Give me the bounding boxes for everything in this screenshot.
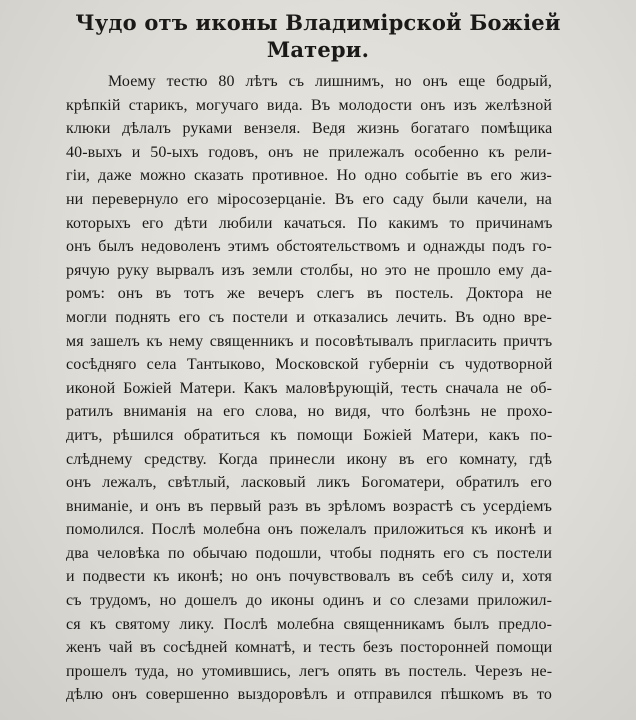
text-line: ромъ: онъ въ тотъ же вечеръ слегъ въ постель. Доктора не	[66, 285, 552, 303]
text-line: онъ былъ недоволенъ этимъ обстоятельствомъ и однажды подъ го-	[66, 238, 552, 256]
text-line: Моему тестю 80 лѣтъ съ лишнимъ, но онъ еще бодрый,	[108, 73, 552, 90]
title-line-2: Матери.	[266, 37, 370, 62]
text-line: вниманіе, и онъ въ первый разъ въ зрѣломъ возрастѣ съ усердіемъ	[66, 497, 552, 515]
text-line: крѣпкій старикъ, могучаго вида. Въ молодости онъ изъ желѣзной	[66, 96, 552, 114]
text-line: иконой Божіей Матери. Какъ маловѣрующій, тесть сначала не об-	[66, 379, 552, 397]
text-line: могли поднять его съ постели и отказались лечить. Въ одно вре-	[66, 308, 552, 326]
text-line: ся къ святому лику. Послѣ молебна священникамъ былъ предло-	[66, 615, 552, 633]
text-line: дѣлю онъ совершенно выздоровѣлъ и отправился пѣшкомъ въ то	[66, 686, 552, 704]
text-line: помолился. Послѣ молебна онъ пожелалъ приложиться къ иконѣ и	[66, 521, 552, 539]
text-line: ни перевернуло его міросозерцаніе. Въ его саду были качели, на	[66, 190, 552, 208]
text-line: слѣднему средству. Когда принесли икону въ его комнату, гдѣ	[66, 450, 552, 468]
text-line: съ трудомъ, но дошелъ до иконы одинъ и со слезами приложил-	[66, 592, 552, 610]
text-line: прошелъ туда, но утомившись, легъ опять въ постель. Черезъ не-	[66, 662, 553, 680]
text-line: два человѣка по обычаю подошли, чтобы поднять его съ постели	[66, 544, 552, 562]
page-title	[30, 9, 606, 63]
text-line: дитъ, рѣшился обратиться къ помощи Божіей Матери, какъ по-	[66, 426, 553, 444]
text-line: мя зашелъ къ нему священникъ и посовѣтывалъ пригласить причтъ	[66, 332, 553, 350]
text-line: гіи, даже можно сказать противное. Но одно событіе въ его жиз-	[66, 167, 552, 185]
text-line: клюки дѣлалъ руками вензеля. Ведя жизнь богатаго помѣщика	[66, 120, 553, 138]
text-line: женъ чай въ сосѣдней комнатѣ, и тесть безъ посторонней помощи	[66, 639, 553, 657]
body-text	[66, 70, 552, 707]
title-line-1: Чудо отъ иконы Владимірской Божіей	[75, 10, 561, 35]
text-line: и подвести къ иконѣ; но онъ почувствовалъ въ себѣ силу и, хотя	[66, 568, 552, 586]
text-line: сосѣдняго села Тантыково, Московской губерніи съ чудотворной	[66, 356, 553, 374]
text-line: которыхъ его дѣти любили качаться. По какимъ то причинамъ	[66, 214, 553, 232]
text-line: рячую руку вырвалъ изъ земли столбы, но это не прошло ему да-	[66, 261, 553, 279]
text-line: 40-выхъ и 50-ыхъ годовъ, онъ не прилежалъ особенно къ рели-	[66, 143, 552, 161]
text-line: онъ лежалъ, свѣтлый, ласковый ликъ Богоматери, обратилъ его	[66, 474, 552, 492]
text-line: ратилъ вниманія на его слова, но видя, что болѣзнь не прохо-	[66, 403, 553, 421]
